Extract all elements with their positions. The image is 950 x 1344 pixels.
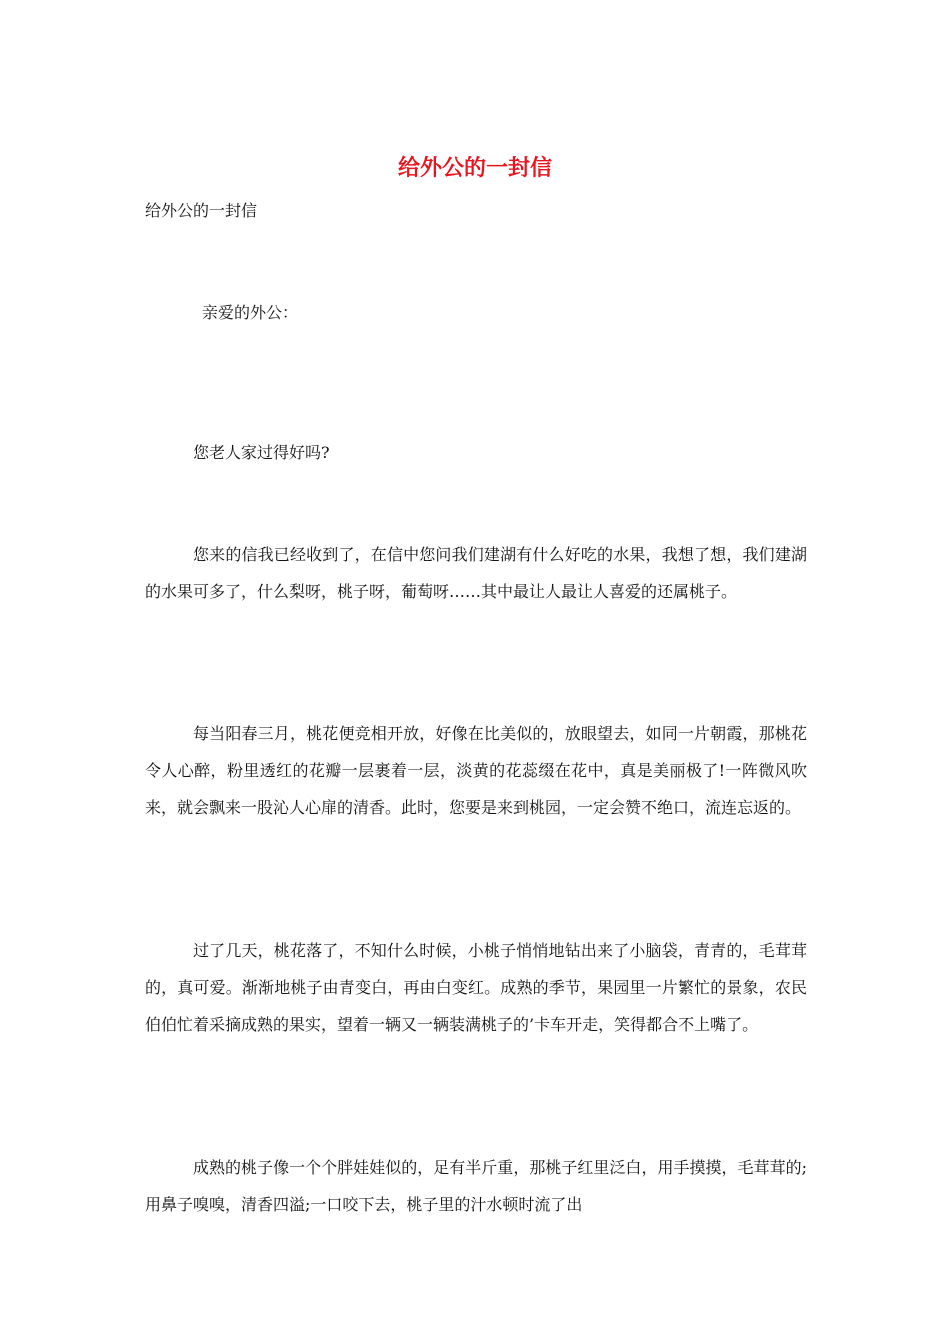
document-subtitle: 给外公的一封信 xyxy=(145,201,258,220)
paragraph-greeting: 您老人家过得好吗? xyxy=(193,443,330,462)
paragraph-peach-harvest: 过了几天，桃花落了，不知什么时候，小桃子悄悄地钻出来了小脑袋，青青的，毛茸茸的，真可爱。渐渐地桃子由青变白，再由白变红。成熟的季节，果园里一片繁忙的景象，农民伯伯忙着采摘成熟的果实，望着一辆又一辆装满桃子的’卡车开走，笑得都合不上嘴了。 xyxy=(145,941,807,1034)
document-title: 给外公的一封信 xyxy=(397,155,552,181)
letter-salutation: 亲爱的外公： xyxy=(202,303,299,322)
paragraph-peach-blossom: 每当阳春三月，桃花便竞相开放，好像在比美似的，放眼望去，如同一片朝霞，那桃花令人心醉，粉里透红的花瓣一层裹着一层，淡黄的花蕊缀在花中，真是美丽极了!一阵微风吹来，就会飘来一股沁人心扉的清香。此时，您要是来到桃园，一定会赞不绝口，流连忘返的。 xyxy=(145,724,807,817)
paragraph-ripe-peach: 成熟的桃子像一个个胖娃娃似的，足有半斤重，那桃子红里泛白，用手摸摸，毛茸茸的;用鼻子嗅嗅，清香四溢;一口咬下去，桃子里的汁水顿时流了出 xyxy=(145,1158,807,1214)
paragraph-fruits: 您来的信我已经收到了，在信中您问我们建湖有什么好吃的水果，我想了想，我们建湖的水果可多了，什么梨呀，桃子呀，葡萄呀……其中最让人最让人喜爱的还属桃子。 xyxy=(145,545,807,601)
